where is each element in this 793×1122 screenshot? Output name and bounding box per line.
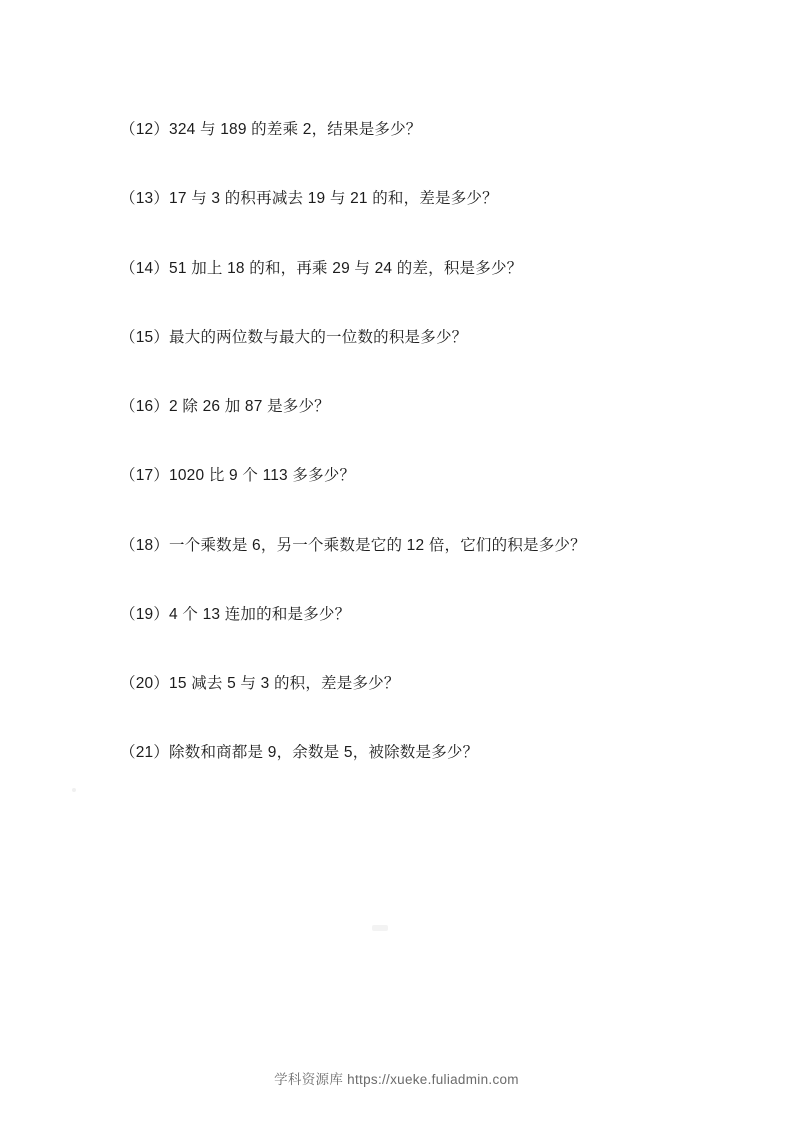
list-item: （15）最大的两位数与最大的一位数的积是多少？ [120, 328, 468, 346]
list-item: （13）17 与 3 的积再减去 19 与 21 的和，差是多少？ [120, 190, 498, 208]
page-edge-mark [72, 788, 76, 792]
watermark-mark [372, 925, 388, 931]
list-item: （17）1020 比 9 个 113 多多少？ [120, 467, 356, 485]
list-item: （18）一个乘数是 6，另一个乘数是它的 12 倍，它们的积是多少？ [120, 536, 586, 554]
question-list [120, 118, 680, 811]
list-item: （20）15 减去 5 与 3 的积，差是多少？ [120, 675, 400, 692]
list-item: （14）51 加上 18 的和，再乘 29 与 24 的差，积是多少？ [120, 259, 523, 277]
list-item: （21）除数和商都是 9，余数是 5，被除数是多少？ [120, 744, 479, 762]
footer-watermark [0, 1068, 793, 1088]
list-item: （19）4 个 13 连加的和是多少？ [120, 605, 351, 623]
list-item: （12）324 与 189 的差乘 2，结果是多少？ [120, 121, 422, 138]
list-item: （16）2 除 26 加 87 是多少？ [120, 398, 330, 415]
footer-watermark-text: 学科资源库 https://xueke.fuliadmin.com [274, 1072, 519, 1087]
